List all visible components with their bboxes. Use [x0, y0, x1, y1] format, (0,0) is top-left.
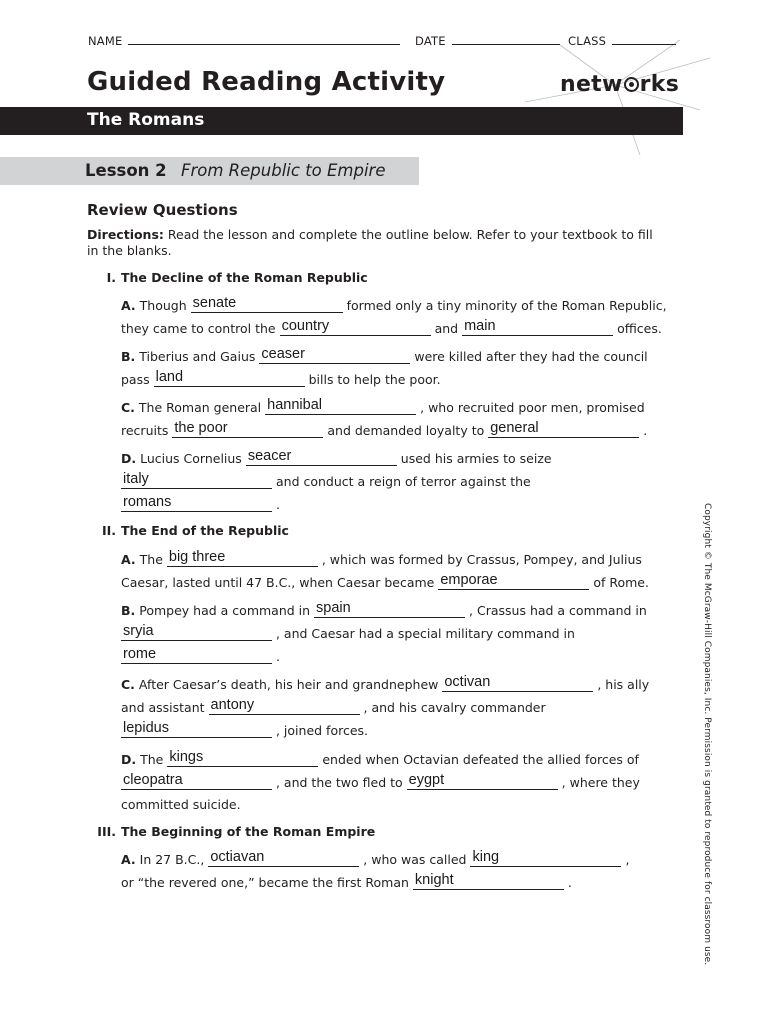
date-field: [415, 33, 560, 48]
logo-rays: [520, 40, 720, 160]
outline-line: A. The big three , which was formed by Crassus, Pompey, and Julius: [121, 549, 642, 567]
outline-line: and assistant antony , and his cavalry commander: [121, 697, 546, 715]
answer-blank[interactable]: spain: [314, 602, 465, 618]
lesson-heading: [0, 157, 419, 185]
answer-blank[interactable]: country: [280, 320, 431, 336]
answer-blank[interactable]: hannibal: [265, 399, 416, 415]
answer-blank[interactable]: italy: [121, 473, 272, 489]
banner: [0, 107, 683, 135]
answer-blank[interactable]: antony: [209, 699, 360, 715]
answer-blank[interactable]: octivan: [442, 676, 593, 692]
answer-blank[interactable]: rome: [121, 648, 272, 664]
outline-line: Caesar, lasted until 47 B.C., when Caesar became emporae of Rome.: [121, 572, 649, 590]
copyright-notice: Copyright © The McGraw-Hill Companies, Inc. Permission is granted to reproduce for classroom use.: [702, 503, 712, 966]
answer-blank[interactable]: senate: [191, 297, 343, 313]
outline-line: lepidus , joined forces.: [123, 720, 369, 738]
outline-line: committed suicide.: [121, 797, 241, 812]
review-heading: Review Questions: [87, 201, 238, 219]
answer-blank[interactable]: cleopatra: [121, 774, 272, 790]
outline-line: A. In 27 B.C., octiavan , who was called king ,: [121, 849, 630, 867]
answer-blank[interactable]: eygpt: [407, 774, 558, 790]
banner-title: The Romans: [87, 110, 205, 130]
directions-label: Directions:: [87, 227, 164, 242]
outline-line: B. Tiberius and Gaius ceaser were killed after they had the council: [121, 346, 648, 364]
class-line[interactable]: [612, 33, 676, 45]
name-field: [88, 33, 400, 48]
name-line[interactable]: [128, 33, 400, 45]
outline-line: cleopatra , and the two fled to eygpt , where they: [123, 772, 640, 790]
outline-line: rome .: [123, 646, 280, 664]
outline-line: sryia , and Caesar had a special military command in: [123, 623, 575, 641]
answer-blank[interactable]: big three: [167, 551, 318, 567]
outline-line: or “the revered one,” became the first Roman knight .: [121, 872, 572, 890]
answer-blank[interactable]: romans: [121, 496, 272, 512]
section-heading: I. The Decline of the Roman Republic: [106, 270, 368, 285]
answer-blank[interactable]: main: [462, 320, 613, 336]
answer-blank[interactable]: the poor: [172, 422, 323, 438]
networks-logo: netw rks: [560, 72, 680, 97]
date-label: DATE: [415, 34, 446, 48]
answer-blank[interactable]: ceaser: [259, 348, 410, 364]
answer-blank[interactable]: kings: [167, 751, 318, 767]
outline-line: A. Though senate formed only a tiny minority of the Roman Republic,: [121, 295, 667, 313]
directions: [87, 227, 667, 259]
lesson-number: Lesson 2: [85, 161, 167, 180]
class-label: CLASS: [568, 34, 607, 48]
outline-line: italy and conduct a reign of terror against the: [123, 471, 531, 489]
answer-blank[interactable]: emporae: [438, 574, 589, 590]
directions-text: Read the lesson and complete the outline below. Refer to your textbook to fill in the blanks.: [87, 227, 653, 258]
section-heading: III. The Beginning of the Roman Empire: [97, 824, 376, 839]
logo-o-icon: [624, 77, 639, 92]
outline-line: C. After Caesar’s death, his heir and grandnephew octivan , his ally: [121, 674, 650, 692]
outline-line: pass land bills to help the poor.: [121, 369, 441, 387]
answer-blank[interactable]: seacer: [246, 450, 397, 466]
answer-blank[interactable]: king: [470, 851, 621, 867]
outline-line: B. Pompey had a command in spain , Crassus had a command in: [121, 600, 647, 618]
section-heading: II. The End of the Republic: [101, 523, 289, 538]
outline-line: recruits the poor and demanded loyalty to general .: [121, 420, 648, 438]
answer-blank[interactable]: octiavan: [208, 851, 359, 867]
name-label: NAME: [88, 34, 123, 48]
answer-blank[interactable]: sryia: [121, 625, 272, 641]
outline-line: D. Lucius Cornelius seacer used his armies to seize: [121, 448, 552, 466]
date-line[interactable]: [452, 33, 560, 45]
answer-blank[interactable]: lepidus: [121, 722, 272, 738]
outline-line: C. The Roman general hannibal , who recruited poor men, promised: [121, 397, 645, 415]
answer-blank[interactable]: knight: [413, 874, 564, 890]
lesson-name: From Republic to Empire: [181, 161, 386, 180]
outline-line: D. The kings ended when Octavian defeated the allied forces of: [121, 749, 639, 767]
answer-blank[interactable]: general: [488, 422, 639, 438]
class-field: [568, 33, 676, 48]
answer-blank[interactable]: land: [154, 371, 305, 387]
outline-line: they came to control the country and main offices.: [121, 318, 662, 336]
outline-line: romans .: [123, 494, 280, 512]
page-title: Guided Reading Activity: [87, 67, 446, 97]
